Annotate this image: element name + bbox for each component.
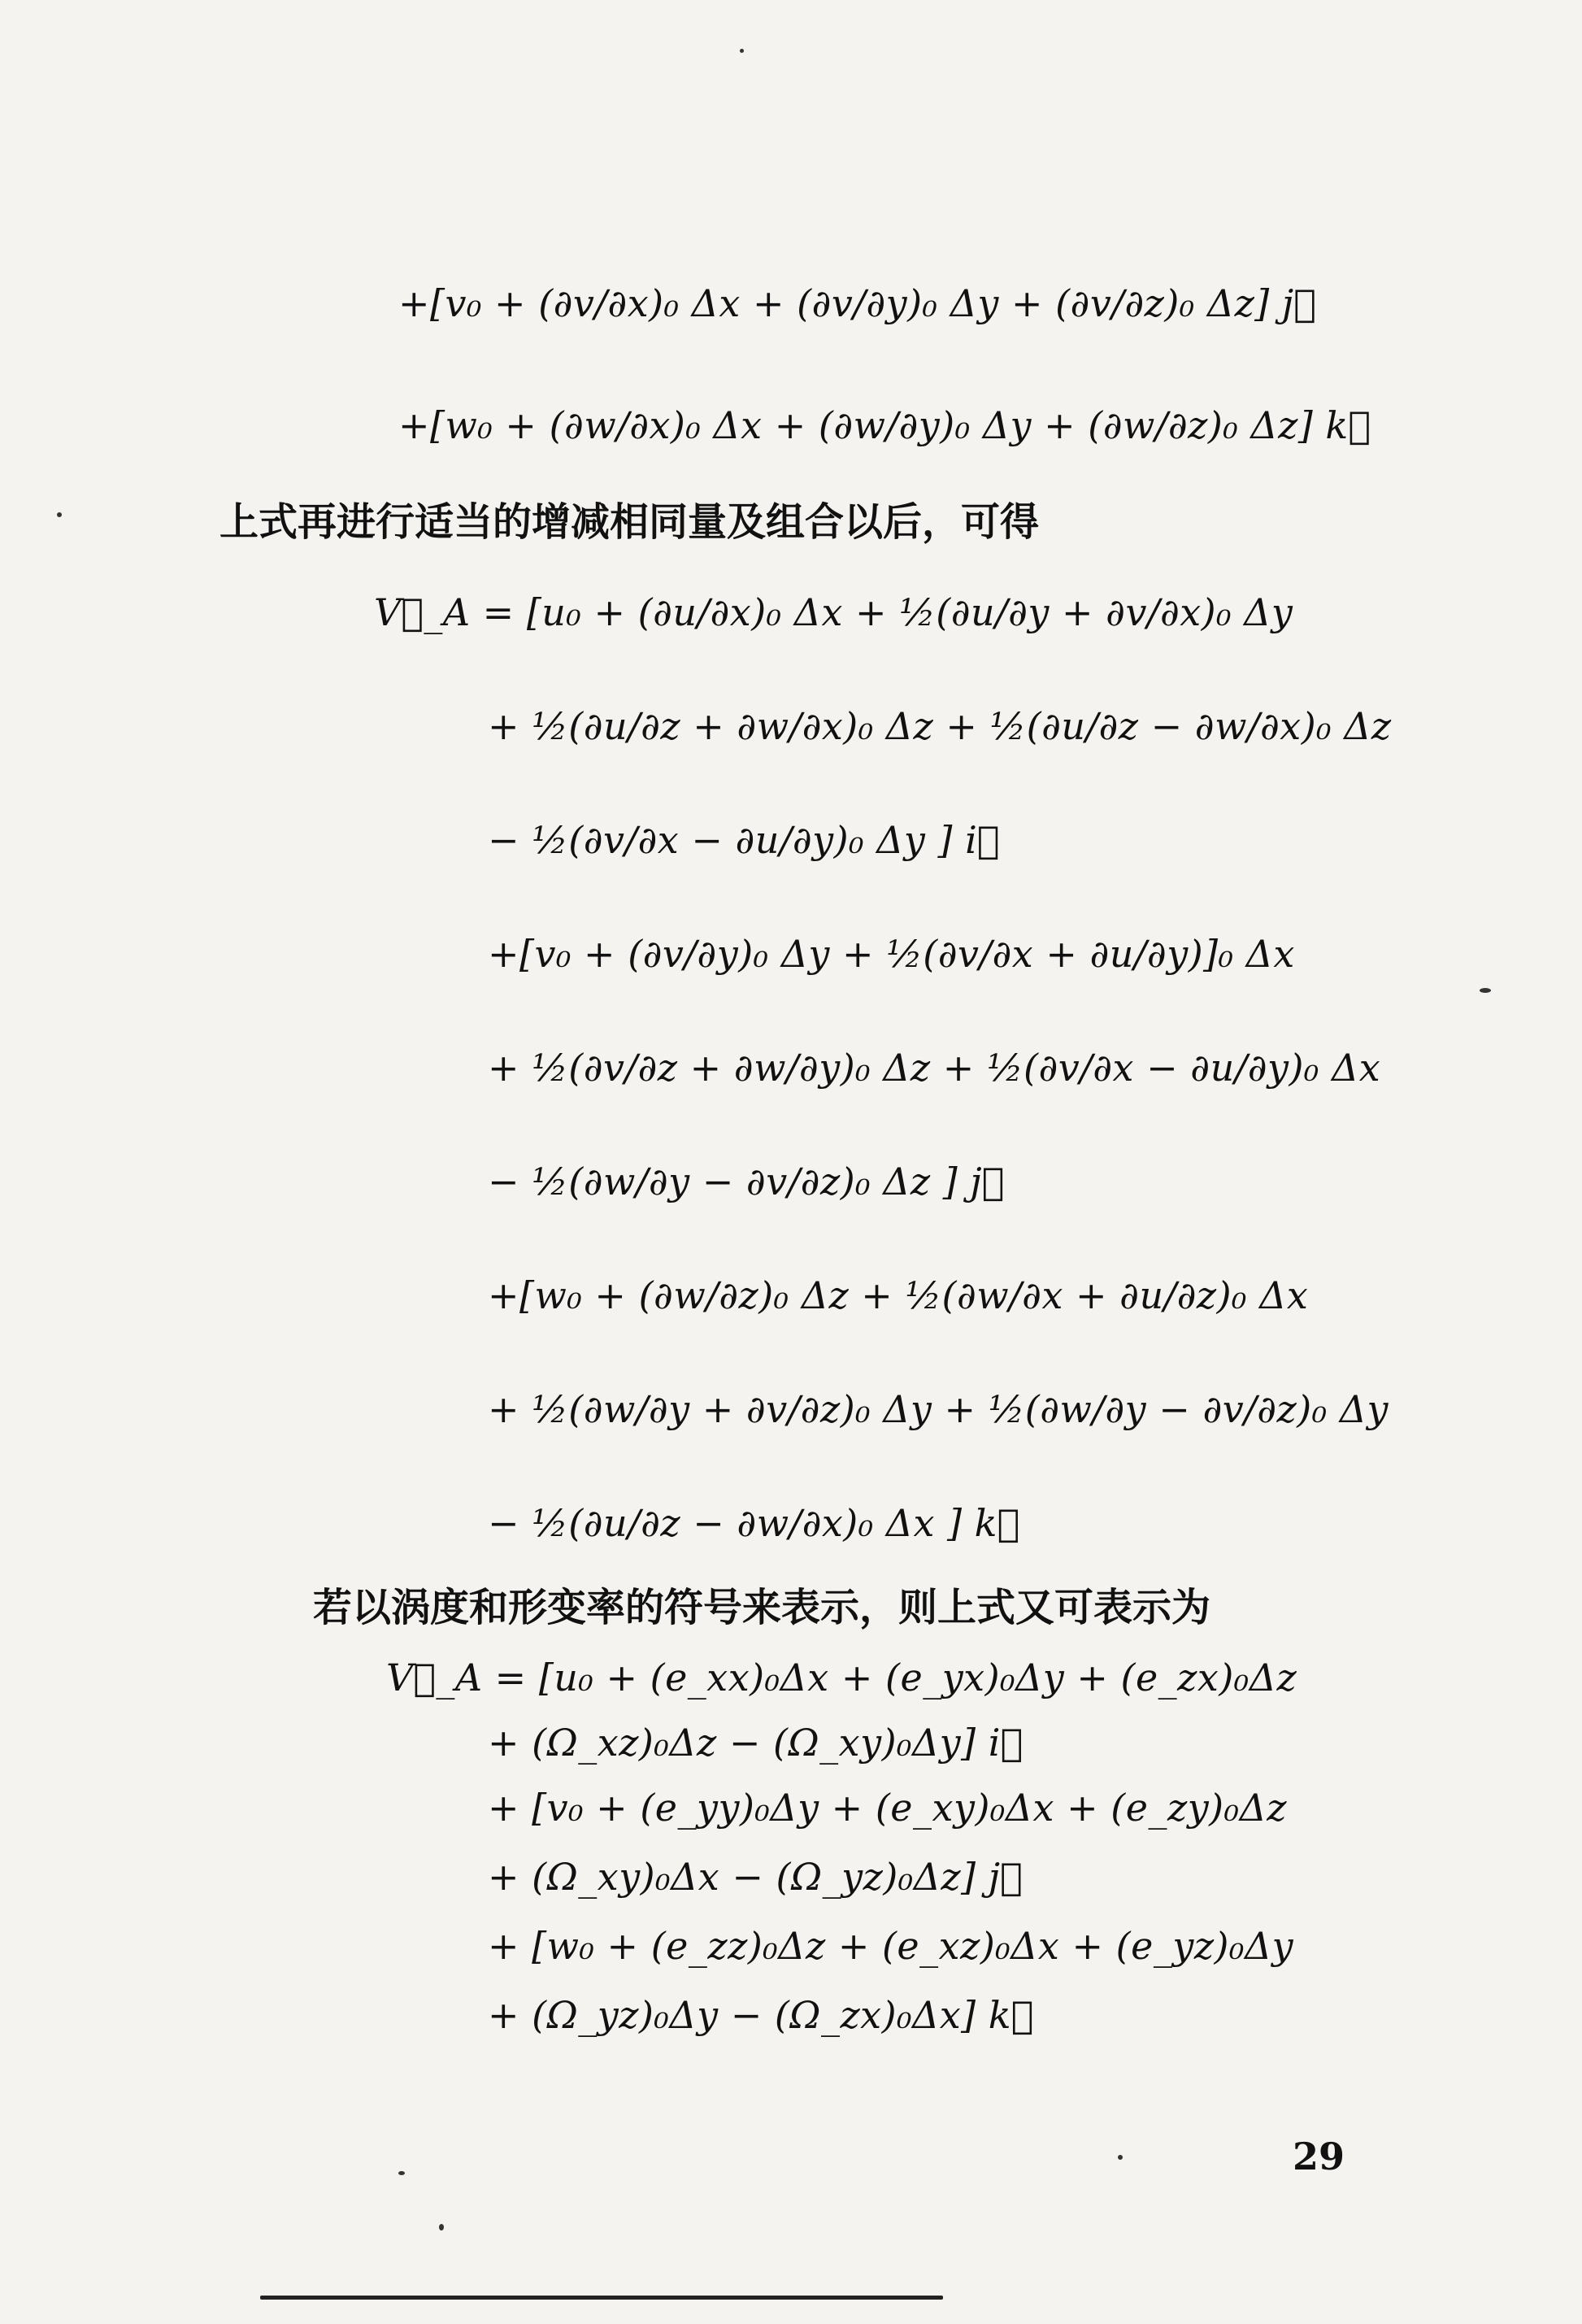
equation-line-va-2: + ½(∂u/∂z + ∂w/∂x)₀ Δz + ½(∂u/∂z − ∂w/∂x)₀ Δz [488, 704, 1392, 748]
bottom-rule [260, 2296, 943, 2300]
page-number: 29 [1293, 2135, 1345, 2178]
equation-symbol-2: + (Ω_xz)₀Δz − (Ω_xy)₀Δy] i⃗ [488, 1721, 1024, 1765]
equation-symbol-6: + (Ω_yz)₀Δy − (Ω_zx)₀Δx] k⃗ [488, 1993, 1034, 2037]
paragraph-text-2: 若以涡度和形变率的符号来表示，则上式又可表示为 [313, 1585, 1211, 1630]
scan-speck [57, 512, 62, 517]
scan-speck [1480, 988, 1491, 993]
equation-symbol-4: + (Ω_xy)₀Δx − (Ω_yz)₀Δz] j⃗ [488, 1855, 1024, 1899]
scan-speck [1118, 2155, 1123, 2160]
equation-line-va-5: + ½(∂v/∂z + ∂w/∂y)₀ Δz + ½(∂v/∂x − ∂u/∂y)₀ Δx [488, 1046, 1381, 1090]
equation-line-va-4: +[v₀ + (∂v/∂y)₀ Δy + ½(∂v/∂x + ∂u/∂y)]₀ Δx [488, 932, 1295, 976]
equation-line-va-9: − ½(∂u/∂z − ∂w/∂x)₀ Δx ] k⃗ [488, 1501, 1020, 1545]
equation-line-va-3: − ½(∂v/∂x − ∂u/∂y)₀ Δy ] i⃗ [488, 818, 1000, 862]
scan-speck [398, 2171, 405, 2175]
equation-line-top-j: +[v₀ + (∂v/∂x)₀ Δx + (∂v/∂y)₀ Δy + (∂v/∂z)₀ Δz] j⃗ [398, 281, 1317, 325]
scan-speck [439, 2224, 444, 2230]
equation-symbol-5: + [w₀ + (e_zz)₀Δz + (e_xz)₀Δx + (e_yz)₀Δy [488, 1924, 1294, 1968]
equation-line-va-6: − ½(∂w/∂y − ∂v/∂z)₀ Δz ] j⃗ [488, 1160, 1005, 1203]
equation-symbol-1: V⃗_A = [u₀ + (e_xx)₀Δx + (e_yx)₀Δy + (e_zx)₀Δz [386, 1656, 1297, 1699]
equation-line-top-k: +[w₀ + (∂w/∂x)₀ Δx + (∂w/∂y)₀ Δy + (∂w/∂z)₀ Δz] k⃗ [398, 403, 1371, 447]
equation-line-va-1: V⃗_A = [u₀ + (∂u/∂x)₀ Δx + ½(∂u/∂y + ∂v/∂x)₀ Δy [374, 590, 1293, 634]
equation-line-va-8: + ½(∂w/∂y + ∂v/∂z)₀ Δy + ½(∂w/∂y − ∂v/∂z)₀ Δy [488, 1387, 1389, 1431]
paragraph-text-1: 上式再进行适当的增减相同量及组合以后，可得 [219, 499, 1040, 545]
equation-symbol-3: + [v₀ + (e_yy)₀Δy + (e_xy)₀Δx + (e_zy)₀Δz [488, 1786, 1288, 1830]
scan-speck [740, 49, 744, 53]
equation-line-va-7: +[w₀ + (∂w/∂z)₀ Δz + ½(∂w/∂x + ∂u/∂z)₀ Δx [488, 1273, 1309, 1317]
